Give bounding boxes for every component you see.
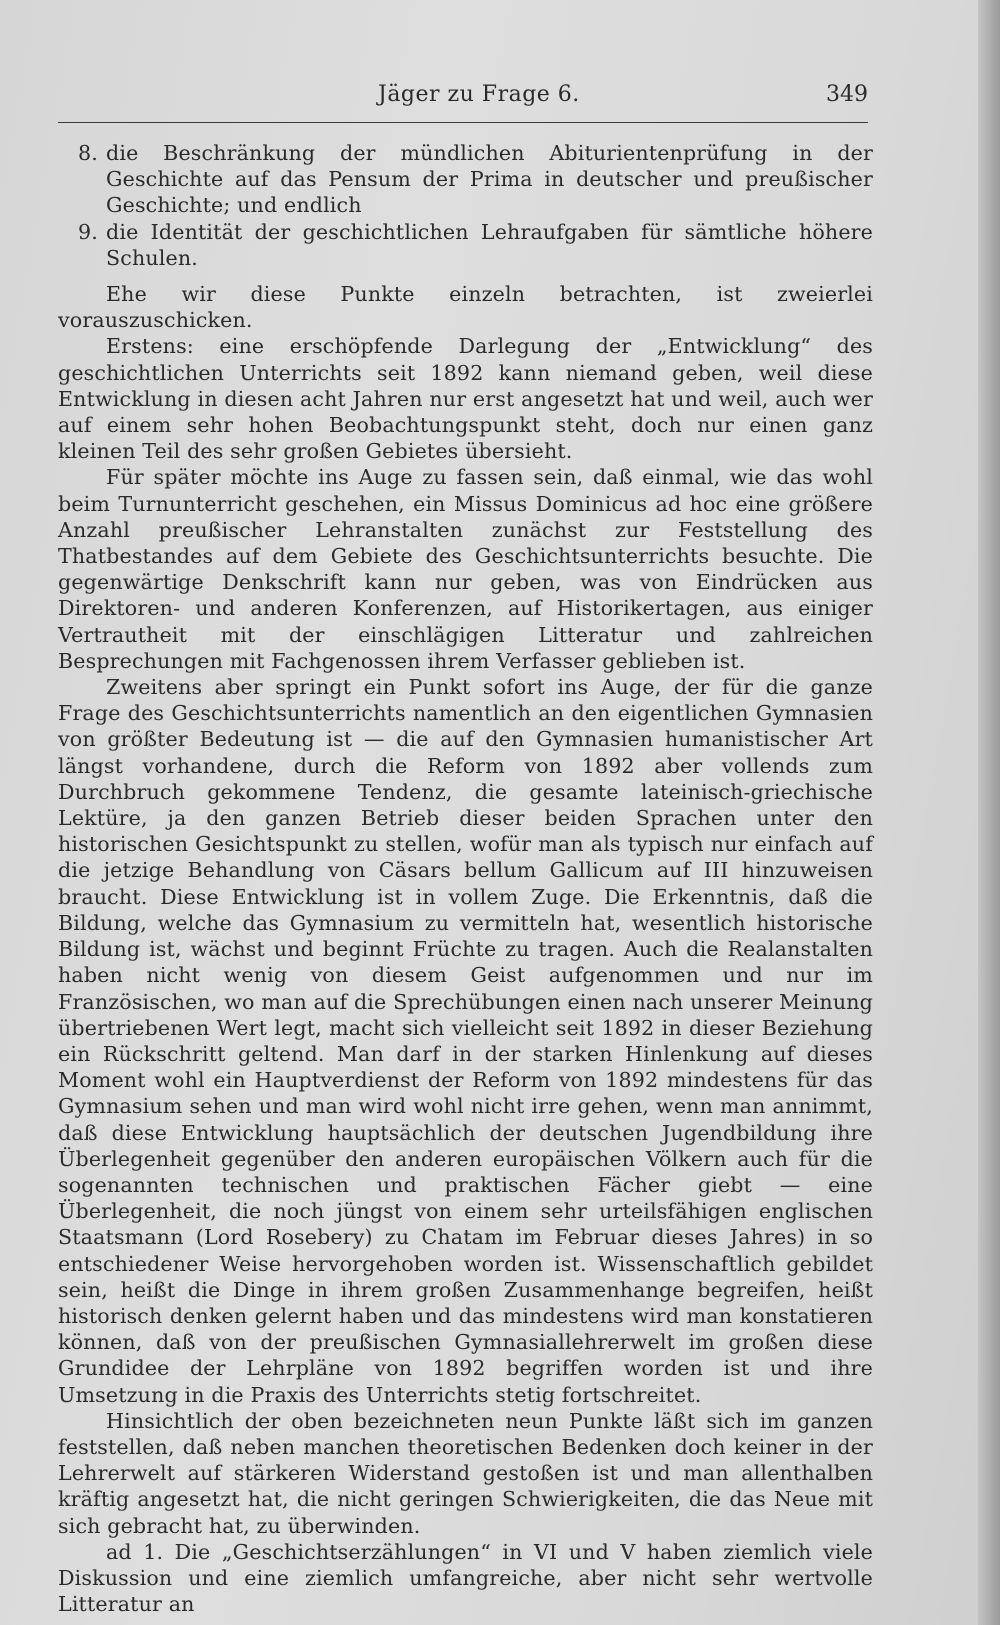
paragraph: ad 1. Die „Geschichtserzählungen“ in VI und V haben ziemlich viele Diskussion und eine ziemlich umfangreiche, aber nicht sehr wertvolle Litteratur an bbox=[58, 1539, 873, 1617]
page-edge-shadow bbox=[978, 0, 1000, 1625]
paragraph: Für später möchte ins Auge zu fassen sein, daß einmal, wie das wohl beim Turnunterricht geschehen, ein Missus Dominicus ad hoc eine größere Anzahl preußischer Lehranstalten zunächst zur Feststellung des Thatbestandes auf dem Gebiete des Geschichtsunterrichts besuchte. Die gegenwärtige Denkschrift kann nur geben, was von Eindrücken aus Direktoren- und anderen Konferenzen, auf Historikertagen, aus einiger Vertrautheit mit der einschlägigen Litteratur und zahlreichen Besprechungen mit Fachgenossen ihrem Verfasser geblieben ist. bbox=[58, 465, 873, 673]
list-item-number: 8. bbox=[78, 141, 98, 165]
page-number: 349 bbox=[826, 82, 868, 107]
paragraph: Hinsichtlich der oben bezeichneten neun Punkte läßt sich im ganzen feststellen, daß neben manchen theoretischen Bedenken doch keiner in der Lehrerwelt auf stärkeren Widerstand gestoßen ist und man allenthalben kräftig angesetzt hat, die nicht geringen Schwierigkeiten, die das Neue mit sich gebracht hat, zu überwinden. bbox=[58, 1408, 873, 1538]
paragraph: Erstens: eine erschöpfende Darlegung der „Entwicklung“ des geschichtlichen Unterrichts seit 1892 kann niemand geben, weil diese Entwicklung in diesen acht Jahren nur erst angesetzt hat und weil, auch wer auf einem sehr hohen Beobachtungspunkt steht, doch nur einen ganz kleinen Teil des sehr großen Gebietes übersieht. bbox=[58, 334, 873, 464]
list-item bbox=[58, 140, 873, 219]
list-item bbox=[58, 219, 873, 271]
list-item-number: 9. bbox=[78, 219, 98, 244]
numbered-list bbox=[58, 140, 873, 271]
list-item-text: die Beschränkung der mündlichen Abiturientenprüfung in der Geschichte auf das Pensum der Prima in deutscher und preußischer Geschichte; und endlich bbox=[106, 141, 873, 218]
page-body bbox=[58, 140, 873, 1617]
page-header bbox=[58, 82, 868, 123]
running-title: Jäger zu Frage 6. bbox=[378, 82, 580, 107]
paragraph: Zweitens aber springt ein Punkt sofort ins Auge, der für die ganze Frage des Geschichtsunterrichts namentlich an den eigentlichen Gymnasien von größter Bedeutung ist — die auf den Gymnasien humanistischer Art längst vorhandene, durch die Reform von 1892 aber vollends zum Durchbruch gekommene Tendenz, die gesamte lateinisch-griechische Lektüre, ja den ganzen Betrieb dieser beiden Sprachen unter den historischen Gesichtspunkt zu stellen, wofür man als typisch nur einfach auf die jetzige Behandlung von Cäsars bellum Gallicum auf III hinzuweisen braucht. Diese Entwicklung ist in vollem Zuge. Die Erkenntnis, daß die Bildung, welche das Gymnasium zu vermitteln hat, wesentlich historische Bildung ist, wächst und beginnt Früchte zu tragen. Auch die Realanstalten haben nicht wenig von diesem Geist aufgenommen und nur im Französischen, wo man auf die Sprechübungen einen nach unserer Meinung übertriebenen Wert legt, macht sich vielleicht seit 1892 in dieser Beziehung ein Rückschritt geltend. Man darf in der starken Hinlenkung auf dieses Moment wohl ein Hauptverdienst der Reform von 1892 mindestens für das Gymnasium sehen und man wird wohl nicht irre gehen, wenn man annimmt, daß diese Entwicklung hauptsächlich der deutschen Jugendbildung ihre Überlegenheit gegenüber den anderen europäischen Völkern auch für die sogenannten technischen und praktischen Fächer giebt — eine Überlegenheit, die noch jüngst von einem sehr urteilsfähigen englischen Staatsmann (Lord Rosebery) zu Chatam im Februar dieses Jahres) in so entschiedener Weise hervorgehoben worden ist. Wissenschaftlich gebildet sein, heißt die Dinge in ihrem großen Zusammenhange begreifen, heißt historisch denken gelernt haben und das mindestens wird man konstatieren können, daß von der preußischen Gymnasiallehrerwelt im großen diese Grundidee der Lehrpläne von 1892 begriffen worden ist und ihre Umsetzung in die Praxis des Unterrichts stetig fortschreitet. bbox=[58, 675, 873, 1407]
list-item-text: die Identität der geschichtlichen Lehraufgaben für sämtliche höhere Schulen. bbox=[106, 219, 873, 270]
paragraph: Ehe wir diese Punkte einzeln betrachten, ist zweierlei vorauszuschicken. bbox=[58, 282, 873, 333]
